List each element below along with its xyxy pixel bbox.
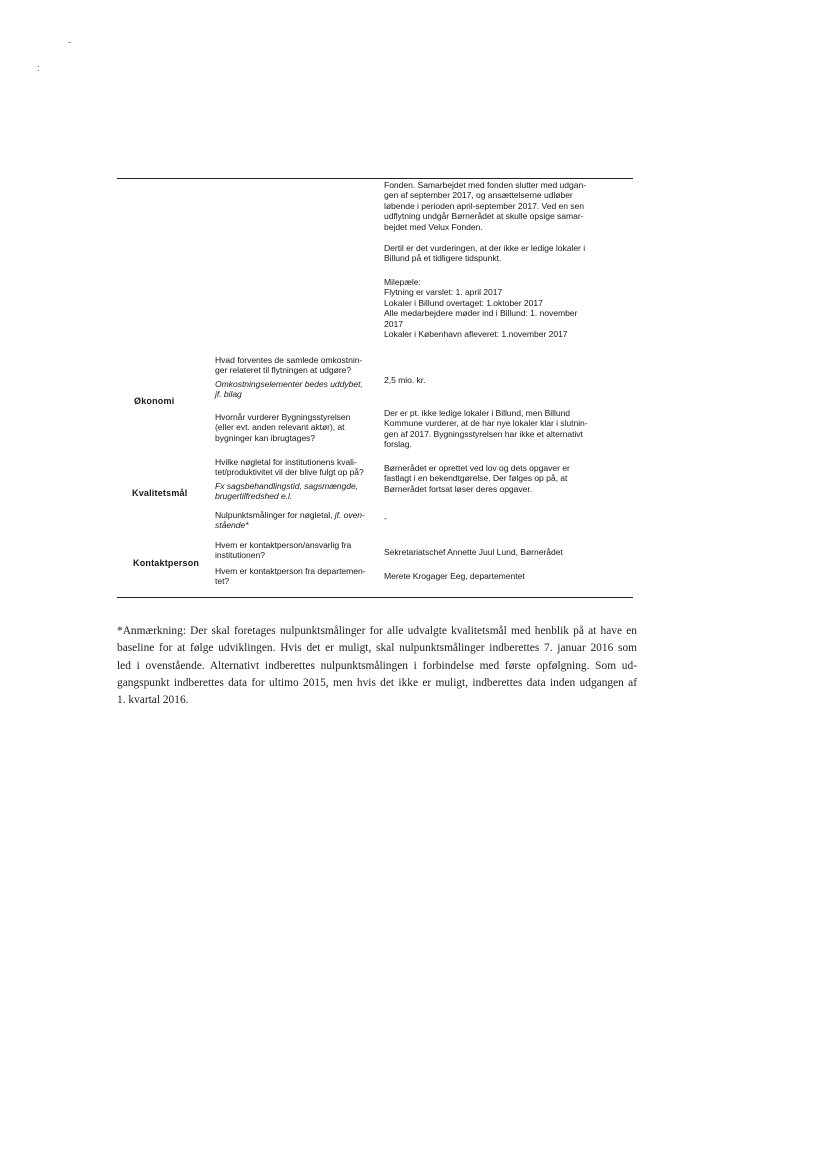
kvalitet-question-1-note: Fx sagsbehandlingstid, sagsmængde, brugertilfredshed e.l.	[215, 481, 359, 502]
table-top-border	[117, 178, 633, 179]
footnote-line: 1. kvartal 2016.	[117, 694, 189, 707]
row-label-kontaktperson: Kontaktperson	[133, 558, 200, 568]
kvalitet-answer-1: Børnerådet er oprettet ved lov og dets opgaver er fastlagt i en bekendtgørelse. Der følges op på, at Børnerådet fortsat løser deres opgaver.	[384, 463, 570, 494]
okonomi-question-2: Hvornår vurderer Bygningsstyrelsen (eller evt. anden relevant aktør), at bygninger kan ibrugtages?	[215, 412, 351, 443]
footnote	[117, 623, 637, 709]
kontakt-question-1: Hvem er kontaktperson/ansvarlig fra institutionen?	[215, 540, 352, 561]
milestones-list: Milepæle: Flytning er varslet: 1. april 2017 Lokaler i Billund overtaget: 1.oktober 2017 Alle medarbejdere møder ind i Billund: 1. november 2017 Lokaler i København afleveret: 1.november 2017	[384, 277, 578, 340]
scan-mark: :	[37, 63, 40, 73]
kvalitet-answer-2: -	[384, 513, 387, 523]
kontakt-answer-2: Merete Krogager Eeg, departementet	[384, 571, 525, 581]
continued-answer-text-2: Dertil er det vurderingen, at der ikke er ledige lokaler i Billund på et tidligere tidspunkt.	[384, 243, 586, 264]
kontakt-answer-1: Sekretariatschef Annette Juul Lund, Børnerådet	[384, 547, 563, 557]
kvalitet-question-2-ref: jf. oven-	[334, 510, 365, 520]
okonomi-answer-1: 2,5 mio. kr.	[384, 375, 426, 385]
okonomi-answer-2: Der er pt. ikke ledige lokaler i Billund, men Billund Kommune vurderer, at de har nye lokaler klar i slutnin- gen af 2017. Bygningsstyrelsen har ikke et alternativt forslag.	[384, 408, 588, 450]
kontakt-question-2: Hvem er kontaktperson fra departemen- tet?	[215, 566, 366, 587]
footnote-line: baseline for at følge udviklingen. Hvis det er muligt, skal nulpunktsmålinger indberettes 7. januar 2016 som	[117, 642, 637, 655]
footnote-line: gangspunkt indberettes data for ultimo 2015, men hvis det ikke er muligt, indberettes data inden udgangen af	[117, 676, 637, 689]
kvalitet-question-2-line2: stående*	[215, 520, 249, 531]
kvalitet-question-2-text: Nulpunktsmålinger for nøgletal,	[215, 510, 335, 520]
scan-mark: -	[68, 37, 71, 47]
continued-answer-text: Fonden. Samarbejdet med fonden slutter med udgan- gen af september 2017, og ansættelserne udløber løbende i perioden april-september 2017. Ved en sen udflytning undgår Børnerådet at skulle opsige samar- bejdet med Velux Fonden.	[384, 180, 587, 232]
okonomi-question-1-note: Omkostningselementer bedes uddybet, jf. bilag	[215, 379, 363, 400]
footnote-line: *Anmærkning: Der skal foretages nulpunktsmålinger for alle udvalgte kvalitetsmål med henblik på at have en	[117, 625, 637, 637]
footnote-line: led i ovenstående. Alternativt indberettes nulpunktsmålingen i forbindelse med første opfølgning. Som ud-	[117, 659, 637, 672]
okonomi-question-1: Hvad forventes de samlede omkostnin- ger relateret til flytningen at udgøre?	[215, 355, 363, 376]
row-label-kvalitetsmal: Kvalitetsmål	[132, 488, 188, 498]
kvalitet-question-1: Hvilke nøgletal for institutionens kvali- tet/produktivitet vil der blive fulgt op på?	[215, 457, 364, 478]
kvalitet-question-2	[215, 510, 365, 531]
row-label-okonomi: Økonomi	[134, 396, 175, 406]
table-bottom-border	[117, 597, 633, 598]
